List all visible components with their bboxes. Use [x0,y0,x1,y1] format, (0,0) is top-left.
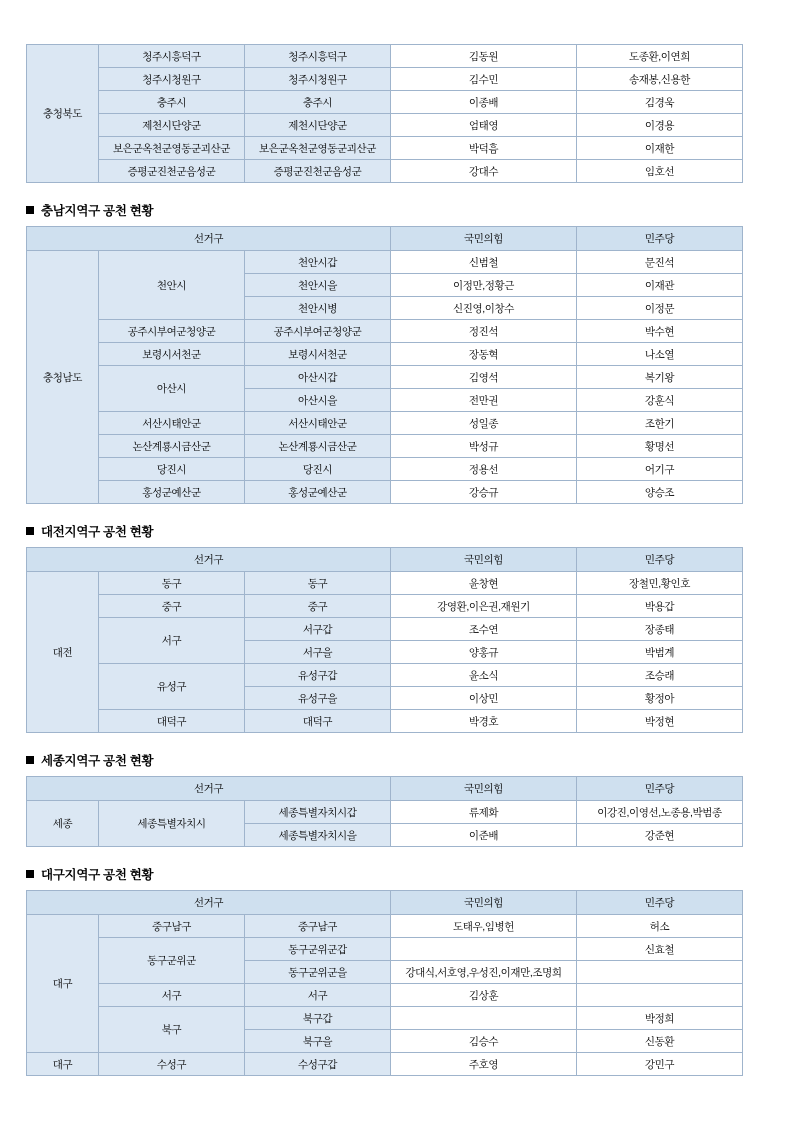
district-cell: 북구갑 [245,1007,391,1030]
section-heading-label: 세종지역구 공천 현황 [41,754,154,768]
group-cell: 보령시서천군 [99,343,245,366]
district-cell: 논산계룡시금산군 [245,435,391,458]
table-row [27,366,743,389]
dp-cell: 복기왕 [577,366,743,389]
table-row [27,412,743,435]
header-district: 선거구 [27,891,391,915]
group-cell: 아산시 [99,366,245,412]
district-cell: 서구 [245,984,391,1007]
dp-cell: 허소 [577,915,743,938]
dp-cell: 강민구 [577,1053,743,1076]
group-cell: 중구 [99,595,245,618]
table-row [27,801,743,824]
dp-cell: 조승래 [577,664,743,687]
section-daegu [26,865,768,1076]
district-cell: 수성구갑 [245,1053,391,1076]
district-cell: 당진시 [245,458,391,481]
region-label: 세종 [27,801,99,847]
district-cell: 청주시청원구 [245,68,391,91]
table-chungbuk [26,44,743,183]
district-cell: 천안시을 [245,274,391,297]
dp-cell: 강훈식 [577,389,743,412]
table-row [27,251,743,274]
table-daejeon [26,547,743,733]
group-cell: 당진시 [99,458,245,481]
header-dp: 민주당 [577,548,743,572]
table-row [27,1007,743,1030]
ppp-cell: 신진영,이창수 [391,297,577,320]
group-cell: 동구군위군 [99,938,245,984]
dp-cell: 박범계 [577,641,743,664]
region-label: 충청남도 [27,251,99,504]
district-cell: 청주시흥덕구 [245,45,391,68]
group-cell: 중구남구 [99,915,245,938]
group-cell: 청주시청원구 [99,68,245,91]
section-sejong [26,751,768,847]
table-row [27,710,743,733]
dp-cell: 김경욱 [577,91,743,114]
ppp-cell [391,938,577,961]
ppp-cell: 정용선 [391,458,577,481]
group-cell: 북구 [99,1007,245,1053]
ppp-cell: 조수연 [391,618,577,641]
group-cell: 청주시흥덕구 [99,45,245,68]
table-row [27,595,743,618]
section-chungbuk [26,44,768,183]
group-cell: 동구 [99,572,245,595]
table-row [27,68,743,91]
ppp-cell: 주호영 [391,1053,577,1076]
table-chungnam [26,226,743,504]
bullet-icon [26,527,34,535]
dp-cell: 조한기 [577,412,743,435]
table-row [27,938,743,961]
section-heading-daegu [26,865,768,883]
table-row [27,320,743,343]
ppp-cell: 전만권 [391,389,577,412]
dp-cell: 장종태 [577,618,743,641]
district-cell: 천안시갑 [245,251,391,274]
district-cell: 서구갑 [245,618,391,641]
header-dp: 민주당 [577,777,743,801]
district-cell: 동구 [245,572,391,595]
group-cell: 홍성군예산군 [99,481,245,504]
district-cell: 북구을 [245,1030,391,1053]
ppp-cell: 신범철 [391,251,577,274]
district-cell: 유성구갑 [245,664,391,687]
group-cell: 서산시태안군 [99,412,245,435]
header-dp: 민주당 [577,227,743,251]
section-heading-daejeon [26,522,768,540]
district-cell: 홍성군예산군 [245,481,391,504]
table-row [27,435,743,458]
ppp-cell: 박덕흠 [391,137,577,160]
table-row [27,343,743,366]
ppp-cell: 이종배 [391,91,577,114]
table-row [27,915,743,938]
district-cell: 충주시 [245,91,391,114]
dp-cell: 양승조 [577,481,743,504]
table-row [27,160,743,183]
table-daegu [26,890,743,1076]
dp-cell [577,984,743,1007]
section-heading-label: 대구지역구 공천 현황 [41,868,154,882]
group-cell: 충주시 [99,91,245,114]
table-row [27,572,743,595]
group-cell: 제천시단양군 [99,114,245,137]
dp-cell: 장철민,황인호 [577,572,743,595]
group-cell: 수성구 [99,1053,245,1076]
district-cell: 서구을 [245,641,391,664]
section-heading-label: 대전지역구 공천 현황 [41,525,154,539]
group-cell: 대덕구 [99,710,245,733]
table-header-row [27,777,743,801]
table-header-row [27,891,743,915]
dp-cell: 도종환,이연희 [577,45,743,68]
district-cell: 대덕구 [245,710,391,733]
group-cell: 증평군진천군음성군 [99,160,245,183]
district-cell: 천안시병 [245,297,391,320]
dp-cell: 송재봉,신용한 [577,68,743,91]
ppp-cell: 강대수 [391,160,577,183]
ppp-cell: 김동원 [391,45,577,68]
table-row [27,1053,743,1076]
district-cell: 세종특별자치시을 [245,824,391,847]
ppp-cell: 윤창현 [391,572,577,595]
district-cell: 보은군옥천군영동군괴산군 [245,137,391,160]
group-cell: 공주시부여군청양군 [99,320,245,343]
section-daejeon [26,522,768,733]
ppp-cell: 이정만,정황근 [391,274,577,297]
header-district: 선거구 [27,227,391,251]
ppp-cell: 엄태영 [391,114,577,137]
ppp-cell: 김영석 [391,366,577,389]
region-label: 충청북도 [27,45,99,183]
district-cell: 세종특별자치시갑 [245,801,391,824]
group-cell: 세종특별자치시 [99,801,245,847]
dp-cell: 강준현 [577,824,743,847]
dp-cell: 박정희 [577,1007,743,1030]
district-cell: 중구 [245,595,391,618]
dp-cell: 이정문 [577,297,743,320]
bullet-icon [26,206,34,214]
header-ppp: 국민의힘 [391,548,577,572]
ppp-cell: 박경호 [391,710,577,733]
dp-cell: 박정현 [577,710,743,733]
dp-cell: 이강진,이영선,노종용,박범종 [577,801,743,824]
district-cell: 동구군위군갑 [245,938,391,961]
table-row [27,618,743,641]
table-header-row [27,227,743,251]
header-ppp: 국민의힘 [391,777,577,801]
district-cell: 아산시을 [245,389,391,412]
region-label-continued: 대구 [27,1053,99,1076]
header-dp: 민주당 [577,891,743,915]
section-heading-chungnam [26,201,768,219]
district-cell: 중구남구 [245,915,391,938]
ppp-cell: 김승수 [391,1030,577,1053]
dp-cell [577,961,743,984]
section-heading-label: 충남지역구 공천 현황 [41,204,154,218]
dp-cell: 신동환 [577,1030,743,1053]
ppp-cell: 강영환,이은권,재원기 [391,595,577,618]
table-row [27,481,743,504]
district-cell: 보령시서천군 [245,343,391,366]
section-heading-sejong [26,751,768,769]
ppp-cell: 박성규 [391,435,577,458]
dp-cell: 이재한 [577,137,743,160]
region-label: 대구 [27,915,99,1053]
district-cell: 제천시단양군 [245,114,391,137]
table-row [27,984,743,1007]
dp-cell: 임호선 [577,160,743,183]
ppp-cell [391,1007,577,1030]
section-chungnam [26,201,768,504]
table-row [27,137,743,160]
ppp-cell: 양홍규 [391,641,577,664]
district-cell: 유성구을 [245,687,391,710]
header-ppp: 국민의힘 [391,227,577,251]
table-row [27,458,743,481]
group-cell: 보은군옥천군영동군괴산군 [99,137,245,160]
ppp-cell: 김수민 [391,68,577,91]
table-header-row [27,548,743,572]
dp-cell: 이경용 [577,114,743,137]
ppp-cell: 강대식,서호영,우성진,이재만,조명희 [391,961,577,984]
header-district: 선거구 [27,777,391,801]
group-cell: 유성구 [99,664,245,710]
group-cell: 논산계룡시금산군 [99,435,245,458]
ppp-cell: 정진석 [391,320,577,343]
district-cell: 아산시갑 [245,366,391,389]
ppp-cell: 이준배 [391,824,577,847]
table-row [27,664,743,687]
dp-cell: 황명선 [577,435,743,458]
group-cell: 서구 [99,618,245,664]
district-cell: 서산시태안군 [245,412,391,435]
dp-cell: 나소열 [577,343,743,366]
dp-cell: 황정아 [577,687,743,710]
dp-cell: 박용갑 [577,595,743,618]
ppp-cell: 윤소식 [391,664,577,687]
region-label: 대전 [27,572,99,733]
ppp-cell: 이상민 [391,687,577,710]
dp-cell: 신효철 [577,938,743,961]
bullet-icon [26,870,34,878]
ppp-cell: 도태우,임병헌 [391,915,577,938]
header-district: 선거구 [27,548,391,572]
ppp-cell: 류제화 [391,801,577,824]
table-sejong [26,776,743,847]
bullet-icon [26,756,34,764]
table-row [27,45,743,68]
group-cell: 서구 [99,984,245,1007]
dp-cell: 이재관 [577,274,743,297]
table-row [27,114,743,137]
district-cell: 증평군진천군음성군 [245,160,391,183]
group-cell: 천안시 [99,251,245,320]
dp-cell: 문진석 [577,251,743,274]
district-cell: 공주시부여군청양군 [245,320,391,343]
ppp-cell: 성일종 [391,412,577,435]
table-row [27,91,743,114]
ppp-cell: 강승규 [391,481,577,504]
ppp-cell: 김상훈 [391,984,577,1007]
header-ppp: 국민의힘 [391,891,577,915]
ppp-cell: 장동혁 [391,343,577,366]
district-cell: 동구군위군을 [245,961,391,984]
dp-cell: 어기구 [577,458,743,481]
dp-cell: 박수현 [577,320,743,343]
